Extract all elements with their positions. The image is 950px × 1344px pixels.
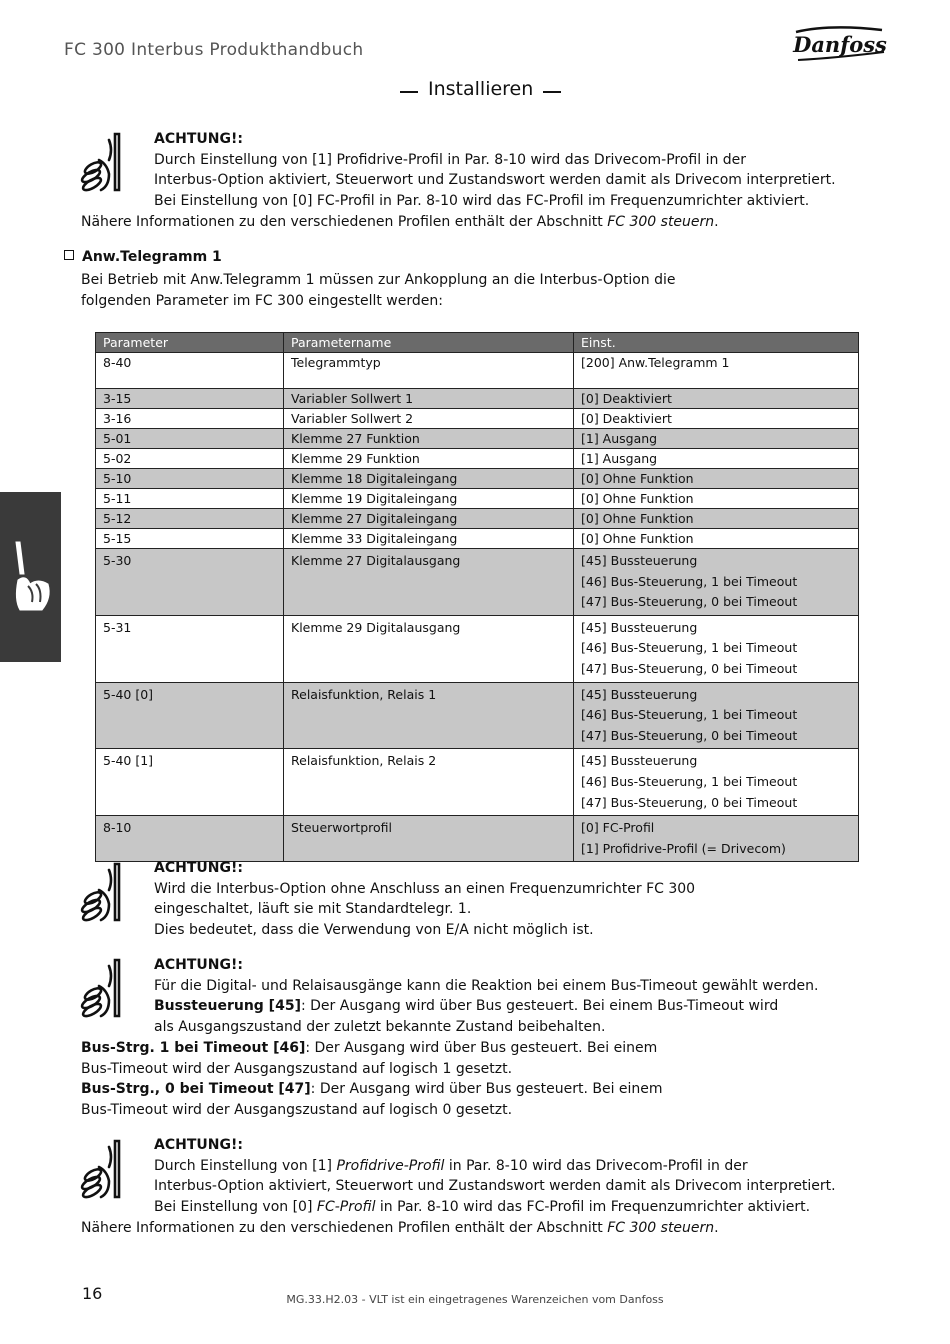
cell-setting: [200] Anw.Telegramm 1 (574, 353, 859, 389)
table-row (96, 429, 859, 449)
cell-setting: [0] Ohne Funktion (574, 509, 859, 529)
table-row (96, 353, 859, 389)
table-row (96, 509, 859, 529)
column-header: Parametername (284, 333, 574, 353)
cell-setting: [0] Ohne Funktion (574, 469, 859, 489)
cell-name: Klemme 29 Digitalausgang (284, 615, 574, 682)
note-line: Wird die Interbus-Option ohne Anschluss an einen Frequenzumrichter FC 300 (154, 880, 696, 897)
note-reference-line: Nähere Informationen zu den verschiedenen Profilen enthält der Abschnitt FC 300 steuern. (81, 214, 719, 230)
table-row (96, 816, 859, 862)
table-row (96, 409, 859, 429)
note-line: Durch Einstellung von [1] Profidrive-Profil in Par. 8-10 wird das Drivecom-Profil in der (154, 1157, 748, 1174)
cell-setting: [1] Ausgang (574, 429, 859, 449)
note-line: Bussteuerung [45]: Der Ausgang wird über Bus gesteuert. Bei einem Bus-Timeout wird (154, 998, 779, 1015)
note-line: Bei Einstellung von [0] FC-Profil in Par. 8-10 wird das FC-Profil im Frequenzumrichter aktiviert. (154, 1198, 811, 1215)
cell-name: Telegrammtyp (284, 353, 574, 389)
cell-parameter: 3-16 (96, 409, 284, 429)
note-line: Interbus-Option aktiviert, Steuerwort und Zustandswort werden damit als Drivecom interpretiert. (154, 1178, 836, 1195)
hand-screwdriver-icon (8, 540, 54, 612)
column-header: Einst. (574, 333, 859, 353)
table-row (96, 469, 859, 489)
note-line: Interbus-Option aktiviert, Steuerwort und Zustandswort werden damit als Drivecom interpretiert. (154, 172, 836, 189)
telegram-heading: Anw.Telegramm 1 (64, 249, 222, 265)
note-heading: ACHTUNG!: (154, 860, 243, 876)
parameter-table (95, 332, 859, 862)
cell-parameter: 8-10 (96, 816, 284, 862)
hand-warning-icon (79, 956, 129, 1022)
section-title: Installieren (390, 78, 571, 100)
table-row (96, 615, 859, 682)
table-row (96, 549, 859, 616)
note-heading: ACHTUNG!: (154, 957, 243, 973)
chapter-side-tab (0, 492, 61, 662)
cell-parameter: 5-30 (96, 549, 284, 616)
cell-name: Klemme 29 Funktion (284, 449, 574, 469)
note-achtung-timeout (154, 955, 818, 1037)
hand-warning-icon (79, 1137, 129, 1203)
cell-setting: [45] Bussteuerung [46] Bus-Steuerung, 1 bei Timeout [47] Bus-Steuerung, 0 bei Timeout (574, 749, 859, 816)
column-header: Parameter (96, 333, 284, 353)
cell-name: Klemme 27 Funktion (284, 429, 574, 449)
cell-setting: [0] Deaktiviert (574, 409, 859, 429)
note-achtung-no-connection (154, 858, 695, 940)
hand-warning-icon (79, 860, 129, 926)
cell-parameter: 5-40 [0] (96, 682, 284, 749)
cell-name: Variabler Sollwert 2 (284, 409, 574, 429)
cell-name: Klemme 19 Digitaleingang (284, 489, 574, 509)
page-number: 16 (82, 1284, 103, 1303)
cell-setting: [45] Bussteuerung [46] Bus-Steuerung, 1 bei Timeout [47] Bus-Steuerung, 0 bei Timeout (574, 682, 859, 749)
cell-parameter: 5-01 (96, 429, 284, 449)
note-line: Durch Einstellung von [1] Profidrive-Profil in Par. 8-10 wird das Drivecom-Profil in der (154, 151, 747, 168)
note-achtung-profile-2 (154, 1135, 836, 1217)
footer-text: MG.33.H2.03 - VLT ist ein eingetragenes Warenzeichen vom Danfoss (286, 1293, 664, 1306)
cell-setting: [1] Ausgang (574, 449, 859, 469)
bullet-square-icon (64, 250, 74, 260)
table-row (96, 529, 859, 549)
note-line: Dies bedeutet, dass die Verwendung von E/A nicht möglich ist. (154, 921, 594, 938)
cell-name: Relaisfunktion, Relais 2 (284, 749, 574, 816)
cell-parameter: 5-02 (96, 449, 284, 469)
table-row (96, 449, 859, 469)
cell-name: Klemme 27 Digitalausgang (284, 549, 574, 616)
note-line: als Ausgangszustand der zuletzt bekannte Zustand beibehalten. (154, 1018, 606, 1035)
table-row (96, 489, 859, 509)
note-line: eingeschaltet, läuft sie mit Standardtelegr. 1. (154, 901, 472, 918)
cell-setting: [0] Deaktiviert (574, 389, 859, 409)
table-row (96, 749, 859, 816)
cell-parameter: 8-40 (96, 353, 284, 389)
cell-parameter: 5-40 [1] (96, 749, 284, 816)
cell-name: Klemme 18 Digitaleingang (284, 469, 574, 489)
cell-name: Variabler Sollwert 1 (284, 389, 574, 409)
svg-text:Danfoss: Danfoss (793, 32, 887, 57)
cell-parameter: 5-15 (96, 529, 284, 549)
cell-name: Steuerwortprofil (284, 816, 574, 862)
note-line: Bei Einstellung von [0] FC-Profil in Par. 8-10 wird das FC-Profil im Frequenzumrichter aktiviert. (154, 192, 810, 209)
cell-setting: [45] Bussteuerung [46] Bus-Steuerung, 1 bei Timeout [47] Bus-Steuerung, 0 bei Timeout (574, 615, 859, 682)
note-heading: ACHTUNG!: (154, 131, 243, 147)
cell-parameter: 3-15 (96, 389, 284, 409)
cell-parameter: 5-31 (96, 615, 284, 682)
document-title: FC 300 Interbus Produkthandbuch (64, 40, 364, 60)
cell-parameter: 5-10 (96, 469, 284, 489)
cell-setting: [0] FC-Profil [1] Profidrive-Profil (= Drivecom) (574, 816, 859, 862)
cell-setting: [0] Ohne Funktion (574, 529, 859, 549)
cell-name: Relaisfunktion, Relais 1 (284, 682, 574, 749)
telegram-description: Bei Betrieb mit Anw.Telegramm 1 müssen zur Ankopplung an die Interbus-Option die folgenden Parameter im FC 300 eingestellt werden: (81, 272, 676, 309)
cell-parameter: 5-11 (96, 489, 284, 509)
cell-setting: [45] Bussteuerung [46] Bus-Steuerung, 1 bei Timeout [47] Bus-Steuerung, 0 bei Timeout (574, 549, 859, 616)
hand-warning-icon (79, 130, 129, 196)
cell-name: Klemme 33 Digitaleingang (284, 529, 574, 549)
cell-parameter: 5-12 (96, 509, 284, 529)
note-line: Für die Digital- und Relaisausgänge kann die Reaktion bei einem Bus-Timeout gewählt werden. (154, 977, 819, 994)
table-row (96, 389, 859, 409)
note-reference-line: Nähere Informationen zu den verschiedenen Profilen enthält der Abschnitt FC 300 steuern. (81, 1220, 719, 1236)
timeout-descriptions: Bus-Strg. 1 bei Timeout [46]: Der Ausgang wird über Bus gesteuert. Bei einem Bus-Timeout wird der Ausgangszustand auf logisch 1 gesetzt. Bus-Strg., 0 bei Timeout [47]: Der Ausgang wird über Bus gesteuert. Bei einem Bus-Timeout wird der Ausgangszustand auf logisch 0 gesetzt. (81, 1040, 663, 1118)
cell-setting: [0] Ohne Funktion (574, 489, 859, 509)
danfoss-logo (790, 22, 890, 64)
note-heading: ACHTUNG!: (154, 1137, 243, 1153)
table-header-row (96, 333, 859, 353)
note-achtung-profile (154, 129, 836, 211)
table-row (96, 682, 859, 749)
cell-name: Klemme 27 Digitaleingang (284, 509, 574, 529)
